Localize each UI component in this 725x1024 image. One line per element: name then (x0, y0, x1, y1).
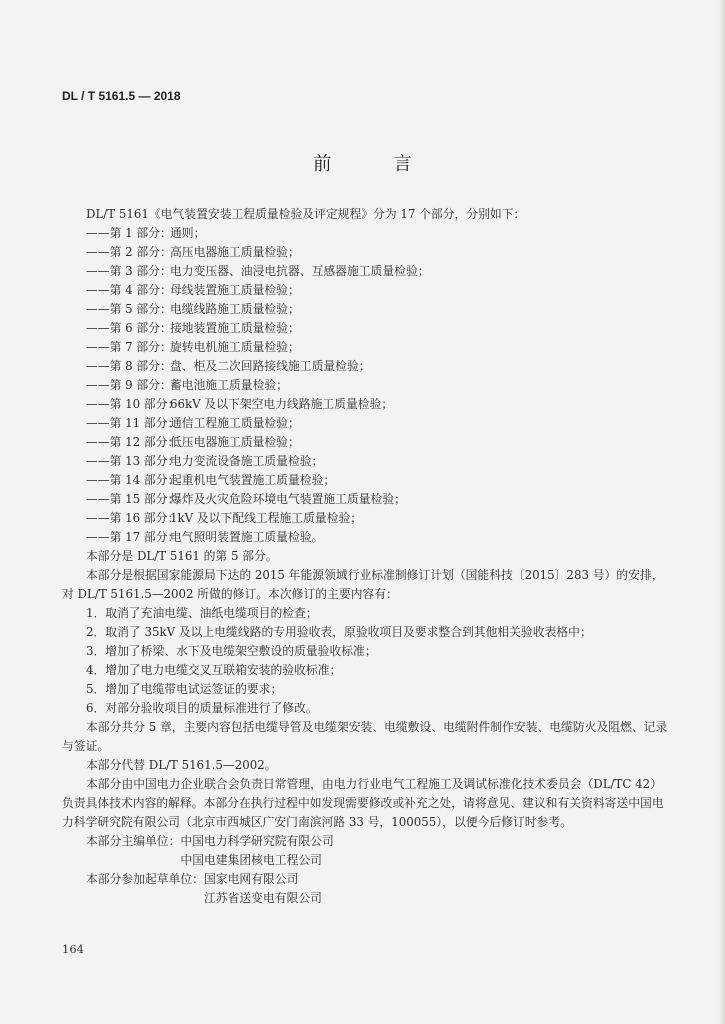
part-number: ——第 4 部分： (86, 283, 172, 297)
part-name: 高压电器施工质量检验； (170, 245, 300, 259)
part-name: 低压电器施工质量检验； (170, 435, 300, 449)
part-number: ——第 13 部分： (86, 454, 180, 468)
organization: 中国电建集团核电工程公司 (180, 853, 322, 867)
part-number: ——第 1 部分： (86, 226, 172, 240)
list-item (62, 243, 670, 262)
chief-drafters-orgs (180, 832, 333, 870)
part-number: ——第 7 部分： (86, 340, 172, 354)
participating-drafters (62, 870, 670, 908)
part-number: ——第 14 部分： (86, 473, 180, 487)
organization: 中国电力科学研究院有限公司 (180, 834, 334, 848)
foreword-body (62, 205, 670, 908)
chapters-paragraph: 本部分共分 5 章，主要内容包括电缆导管及电缆架安装、电缆敷设、电缆附件制作安装、电缆防火及阻燃、记录与签证。 (62, 720, 668, 753)
part-number: ——第 8 部分： (86, 359, 172, 373)
participating-drafters-label: 本部分参加起草单位： (86, 872, 204, 886)
page-number: 164 (62, 942, 84, 956)
list-item (62, 319, 670, 338)
changes-list (62, 604, 670, 718)
management-paragraph: 本部分由中国电力企业联合会负责日常管理，由电力行业电气工程施工及调试标准化技术委员会（DL/TC 42）负责具体技术内容的解释。本部分在执行过程中如发现需要修改或补充之处，请将意见、建议和有关资料寄送中国电力科学研究院有限公司（北京市西城区广安门南滨河路 33 号，100055），以便今后修订时参考。 (62, 777, 664, 829)
list-item (62, 490, 670, 509)
list-item (62, 509, 670, 528)
page-title: 前 言 (313, 154, 440, 175)
part-name: 电气照明装置施工质量检验。 (170, 530, 324, 544)
part-name: 通则； (170, 226, 206, 240)
part-name: 66kV 及以下架空电力线路施工质量检验； (170, 397, 394, 411)
list-item (62, 471, 670, 490)
part-number: ——第 15 部分： (86, 492, 180, 506)
participating-drafters-orgs (204, 870, 322, 908)
part-name: 盘、柜及二次回路接线施工质量检验； (170, 359, 371, 373)
list-item (62, 224, 670, 243)
list-item (62, 281, 670, 300)
replaces-paragraph: 本部分代替 DL/T 5161.5—2002。 (86, 758, 277, 772)
chief-drafters-label: 本部分主编单位： (86, 834, 181, 848)
part-name: 爆炸及火灾危险环境电气装置施工质量检验； (170, 492, 406, 506)
basis-paragraph: 本部分是根据国家能源局下达的 2015 年能源领域行业标准制修订计划（国能科技〔2015〕283 号）的安排，对 DL/T 5161.5—2002 所做的修订。本次修订的主要内容有： (62, 568, 664, 601)
list-item (62, 262, 670, 281)
part-name: 电力变流设备施工质量检验； (170, 454, 324, 468)
part-name: 起重机电气装置施工质量检验； (170, 473, 336, 487)
part-number: ——第 10 部分： (86, 397, 180, 411)
list-item: 5．增加了电缆带电试运签证的要求； (86, 682, 283, 696)
list-item: 3．增加了桥梁、水下及电缆架空敷设的质量验收标准； (86, 644, 377, 658)
part-name: 电力变压器、油浸电抗器、互感器施工质量检验； (170, 264, 430, 278)
part-name: 蓄电池施工质量检验； (170, 378, 288, 392)
part-number: ——第 9 部分： (86, 378, 172, 392)
part-number: ——第 17 部分： (86, 530, 180, 544)
part-name: 1kV 及以下配线工程施工质量检验； (170, 511, 363, 525)
part-number: ——第 11 部分： (86, 416, 180, 430)
part-name: 母线装置施工质量检验； (170, 283, 300, 297)
part-number: ——第 2 部分： (86, 245, 172, 259)
list-item: 4．增加了电力电缆交叉互联箱安装的验收标准； (86, 663, 342, 677)
chief-drafters (62, 832, 670, 870)
part-name: 旋转电机施工质量检验； (170, 340, 300, 354)
parts-list (62, 224, 670, 547)
list-item (62, 528, 670, 547)
list-item (62, 338, 670, 357)
part-number: ——第 12 部分： (86, 435, 180, 449)
list-item (62, 376, 670, 395)
list-item: 1．取消了充油电缆、油纸电缆项目的检查； (86, 606, 318, 620)
part-name: 接地装置施工质量检验； (170, 321, 300, 335)
list-item (62, 300, 670, 319)
standard-code: DL / T 5161.5 — 2018 (62, 89, 181, 103)
part-name: 电缆线路施工质量检验； (170, 302, 300, 316)
scan-edge-shadow (719, 0, 725, 1024)
list-item: 2．取消了 35kV 及以上电缆线路的专用验收表，原验收项目及要求整合到其他相关验收表格中； (86, 625, 592, 639)
part-name: 通信工程施工质量检验； (170, 416, 300, 430)
list-item (62, 414, 670, 433)
part-number: ——第 5 部分： (86, 302, 172, 316)
list-item (62, 357, 670, 376)
this-part-paragraph: 本部分是 DL/T 5161 的第 5 部分。 (86, 549, 278, 563)
list-item (62, 395, 670, 414)
list-item (62, 433, 670, 452)
list-item: 6．对部分验收项目的质量标准进行了修改。 (86, 701, 318, 715)
list-item (62, 452, 670, 471)
organization: 江苏省送变电有限公司 (203, 891, 322, 905)
part-number: ——第 6 部分： (86, 321, 172, 335)
part-number: ——第 3 部分： (86, 264, 172, 278)
intro-paragraph: DL/T 5161《电气装置安装工程质量检验及评定规程》分为 17 个部分，分别如下： (86, 207, 526, 221)
part-number: ——第 16 部分： (86, 511, 180, 525)
organization: 国家电网有限公司 (203, 872, 299, 886)
